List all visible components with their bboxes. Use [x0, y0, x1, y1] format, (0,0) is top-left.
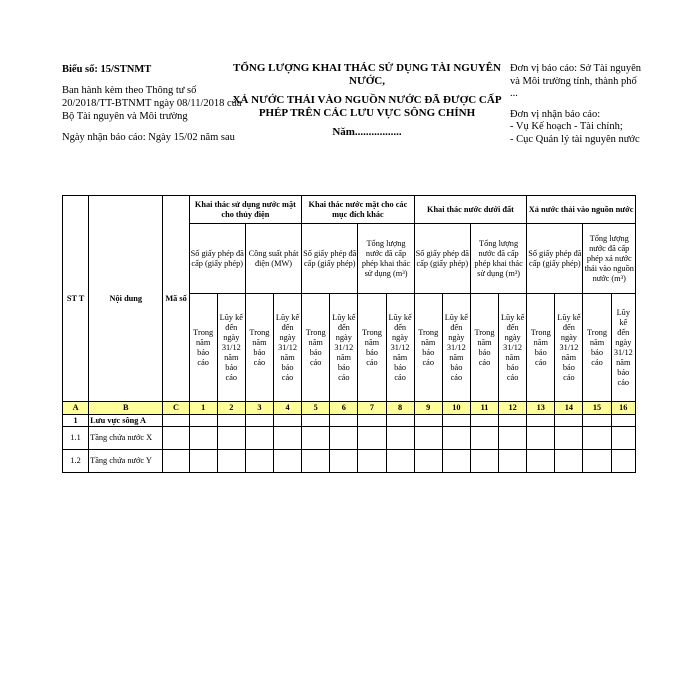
cell: [245, 415, 273, 427]
col-index: A: [63, 402, 89, 415]
cell: [330, 415, 358, 427]
table-row: [63, 415, 636, 427]
cell: [527, 415, 555, 427]
sub-g2-volume: Tổng lượng nước đã cấp phép khai thác sử dụng (m³): [358, 224, 414, 294]
cell: [611, 450, 635, 473]
period-in-year: Trong năm báo cáo: [302, 294, 330, 402]
col-index: 11: [470, 402, 498, 415]
col-index: 12: [499, 402, 527, 415]
cell: [499, 427, 527, 450]
col-index: 10: [442, 402, 470, 415]
period-in-year: Trong năm báo cáo: [245, 294, 273, 402]
cell: [189, 450, 217, 473]
cell: [386, 450, 414, 473]
cell: [414, 450, 442, 473]
cell: [273, 450, 301, 473]
period-cumulative: Lũy kế đến ngày 31/12 năm báo cáo: [386, 294, 414, 402]
period-in-year: Trong năm báo cáo: [527, 294, 555, 402]
row-content: Tầng chứa nước X: [89, 427, 163, 450]
period-cumulative: Lũy kế đến ngày 31/12 năm báo cáo: [499, 294, 527, 402]
cell: [163, 450, 189, 473]
receiving-label: Đơn vị nhận báo cáo:: [510, 108, 601, 120]
period-cumulative: Lũy kế đến ngày 31/12 năm báo cáo: [442, 294, 470, 402]
table-row: [63, 427, 636, 450]
cell: [245, 427, 273, 450]
title-line-1: TỔNG LƯỢNG KHAI THÁC SỬ DỤNG TÀI NGUYÊN NƯỚC,: [232, 62, 501, 87]
period-in-year: Trong năm báo cáo: [414, 294, 442, 402]
cell: [414, 415, 442, 427]
col-content-header: Nội dung: [89, 196, 163, 402]
sub-g3-volume: Tổng lượng nước đã cấp phép khai thác sử dụng (m³): [470, 224, 526, 294]
col-index: 2: [217, 402, 245, 415]
group-wastewater: Xả nước thải vào nguồn nước: [527, 196, 636, 224]
cell: [414, 427, 442, 450]
report-year: Năm.................: [332, 126, 402, 138]
group-surface-other: Khai thác nước mặt cho các mục đích khác: [302, 196, 415, 224]
cell: [302, 415, 330, 427]
sub-g3-permits: Số giấy phép đã cấp (giấy phép): [414, 224, 470, 294]
col-index: 4: [273, 402, 301, 415]
sub-g2-permits: Số giấy phép đã cấp (giấy phép): [302, 224, 358, 294]
column-index-row: [63, 402, 636, 415]
cell: [583, 450, 611, 473]
cell: [499, 450, 527, 473]
cell: [245, 450, 273, 473]
cell: [442, 415, 470, 427]
col-index: 5: [302, 402, 330, 415]
col-code-header: Mã số: [163, 196, 189, 402]
cell: [330, 427, 358, 450]
col-index: 7: [358, 402, 386, 415]
cell: [273, 415, 301, 427]
cell: [442, 427, 470, 450]
header-right: [510, 63, 645, 146]
cell: [470, 450, 498, 473]
col-index: B: [89, 402, 163, 415]
row-content: Tầng chứa nước Y: [89, 450, 163, 473]
col-index: 15: [583, 402, 611, 415]
row-stt: 1: [63, 415, 89, 427]
row-stt: 1.2: [63, 450, 89, 473]
cell: [527, 450, 555, 473]
cell: [583, 427, 611, 450]
cell: [189, 427, 217, 450]
cell: [555, 415, 583, 427]
row-content: Lưu vực sông A: [89, 415, 163, 427]
period-cumulative: Lũy kế đến ngày 31/12 năm báo cáo: [217, 294, 245, 402]
cell: [302, 427, 330, 450]
cell: [555, 450, 583, 473]
cell: [273, 427, 301, 450]
receive-date: Ngày nhận báo cáo: Ngày 15/02 năm sau: [62, 132, 235, 143]
cell: [499, 415, 527, 427]
cell: [217, 427, 245, 450]
col-index: 14: [555, 402, 583, 415]
col-index: 9: [414, 402, 442, 415]
period-in-year: Trong năm báo cáo: [470, 294, 498, 402]
cell: [189, 415, 217, 427]
receiver-1: - Vụ Kế hoạch - Tài chính;: [510, 121, 623, 132]
cell: [330, 450, 358, 473]
cell: [611, 427, 635, 450]
col-index: 3: [245, 402, 273, 415]
cell: [470, 415, 498, 427]
cell: [555, 427, 583, 450]
issued-note: Ban hành kèm theo Thông tư số 20/2018/TT-BTNMT ngày 08/11/2018 của Bộ Tài nguyên và Môi trường: [62, 85, 242, 122]
period-in-year: Trong năm báo cáo: [189, 294, 217, 402]
report-table: [62, 195, 636, 473]
cell: [302, 450, 330, 473]
cell: [217, 415, 245, 427]
form-code: Biểu số: 15/STNMT: [62, 64, 152, 75]
cell: [217, 450, 245, 473]
cell: [386, 415, 414, 427]
col-index: 13: [527, 402, 555, 415]
row-stt: 1.1: [63, 427, 89, 450]
col-stt-header: ST T: [63, 196, 89, 402]
receiver-2: - Cục Quản lý tài nguyên nước: [510, 133, 640, 145]
col-index: 6: [330, 402, 358, 415]
sub-g4-volume: Tổng lượng nước đã cấp phép xả nước thải vào nguồn nước (m³): [583, 224, 636, 294]
reporting-unit: Đơn vị báo cáo: Sở Tài nguyên và Môi trường tỉnh, thành phố ...: [510, 63, 642, 99]
sub-g1-permits: Số giấy phép đã cấp (giấy phép): [189, 224, 245, 294]
group-hydropower: Khai thác sử dụng nước mặt cho thủy điện: [189, 196, 302, 224]
cell: [527, 427, 555, 450]
col-index: 1: [189, 402, 217, 415]
table-row: [63, 450, 636, 473]
cell: [611, 415, 635, 427]
cell: [163, 415, 189, 427]
cell: [163, 427, 189, 450]
cell: [358, 427, 386, 450]
period-cumulative: Lũy kế đến ngày 31/12 năm báo cáo: [273, 294, 301, 402]
cell: [358, 450, 386, 473]
header-left: [62, 63, 242, 152]
period-cumulative: Lũy kế đến ngày 31/12 năm báo cáo: [330, 294, 358, 402]
cell: [583, 415, 611, 427]
period-cumulative: Lũy kế đến ngày 31/12 năm báo cáo: [611, 294, 635, 402]
period-in-year: Trong năm báo cáo: [583, 294, 611, 402]
cell: [386, 427, 414, 450]
cell: [442, 450, 470, 473]
sub-g4-permits: Số giấy phép đã cấp (giấy phép): [527, 224, 583, 294]
report-title: [232, 62, 502, 139]
col-index: C: [163, 402, 189, 415]
group-groundwater: Khai thác nước dưới đất: [414, 196, 527, 224]
period-in-year: Trong năm báo cáo: [358, 294, 386, 402]
cell: [470, 427, 498, 450]
title-line-2: XẢ NƯỚC THẢI VÀO NGUỒN NƯỚC ĐÃ ĐƯỢC CẤP PHÉP TRÊN CÁC LƯU VỰC SÔNG CHÍNH: [232, 94, 502, 119]
cell: [358, 415, 386, 427]
col-index: 16: [611, 402, 635, 415]
col-index: 8: [386, 402, 414, 415]
period-cumulative: Lũy kế đến ngày 31/12 năm báo cáo: [555, 294, 583, 402]
sub-g1-capacity: Công suất phát điện (MW): [245, 224, 301, 294]
